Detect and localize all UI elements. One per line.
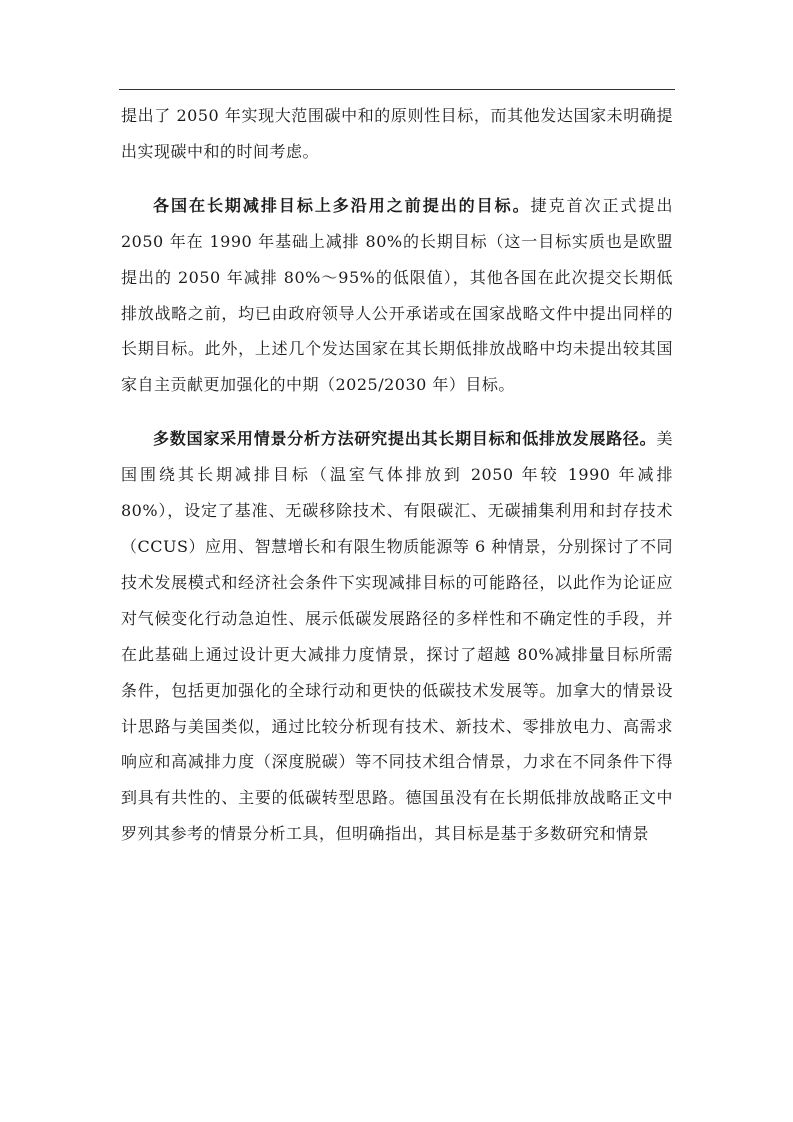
header-rule (119, 89, 675, 90)
body-text (121, 98, 673, 852)
paragraph-long-term-targets (121, 188, 673, 403)
paragraph-continued (121, 98, 673, 170)
paragraph-text: 捷克首次正式提出 2050 年在 1990 年基础上减排 80%的长期目标（这一目标实质也是欧盟提出的 2050 年减排 80%～95%的低限值），其他各国在此次提交长期低排放战略之前，均已由政府领导人公开承诺或在国家战略文件中提出同样的长期目标。此外，上述几个发达国家在其长期低排放战略中均未提出较其国家自主贡献更加强化的中期（2025/2030 年）目标。 (121, 195, 673, 395)
paragraph-text: 美国围绕其长期减排目标（温室气体排放到 2050 年较 1990 年减排 80%），设定了基准、无碳移除技术、有限碳汇、无碳捕集利用和封存技术（CCUS）应用、智慧增长和有限生物质能源等 6 种情景，分别探讨了不同技术发展模式和经济社会条件下实现减排目标的可能路径，以此作为论证应对气候变化行动急迫性、展示低碳发展路径的多样性和不确定性的手段，并在此基础上通过设计更大减排力度情景，探讨了超越 80%减排量目标所需条件，包括更加强化的全球行动和更快的低碳技术发展等。加拿大的情景设计思路与美国类似，通过比较分析现有技术、新技术、零排放电力、高需求响应和高减排力度（深度脱碳）等不同技术组合情景，力求在不同条件下得到具有共性的、主要的低碳转型思路。德国虽没有在长期低排放战略正文中罗列其参考的情景分析工具，但明确指出，其目标是基于多数研究和情景 (121, 429, 673, 844)
paragraph-lead-heading: 多数国家采用情景分析方法研究提出其长期目标和低排放发展路径。 (153, 429, 657, 449)
paragraph-lead-heading: 各国在长期减排目标上多沿用之前提出的目标。 (153, 195, 531, 215)
paragraph-scenario-analysis (121, 421, 673, 852)
paragraph-text: 提出了 2050 年实现大范围碳中和的原则性目标，而其他发达国家未明确提出实现碳中和的时间考虑。 (121, 106, 673, 161)
